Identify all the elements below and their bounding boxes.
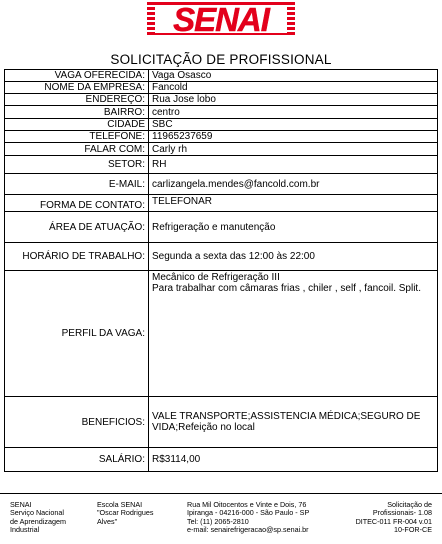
form-label: FORMA DE CONTATO:: [5, 195, 149, 212]
form-label: TELEFONE:: [5, 131, 149, 143]
footer-school: [97, 501, 153, 526]
footer-line: Profissionais- 1.08: [372, 508, 432, 518]
form-label: CIDADE: [5, 119, 149, 131]
footer-document-code: [356, 501, 432, 534]
footer-line: Tel: (11) 2065-2810: [187, 516, 249, 526]
form-value: centro: [149, 106, 438, 119]
footer-line: de Aprendizagem: [10, 516, 66, 526]
form-row-endereco: [5, 94, 438, 106]
footer-line: Solicitação de: [387, 500, 432, 509]
form-label: SETOR:: [5, 156, 149, 174]
form-row-area-atuacao: [5, 212, 438, 243]
form-row-falar-com: [5, 143, 438, 156]
form-value: 11965237659: [149, 131, 438, 143]
form-value: Refrigeração e manutenção: [149, 212, 438, 243]
form-row-perfil-vaga: [5, 271, 438, 397]
form-row-email: [5, 174, 438, 195]
footer-line: Alves": [97, 516, 118, 526]
footer-line: Escola SENAI: [97, 500, 143, 509]
footer-line: DITEC-011 FR-004 v.01: [355, 516, 432, 526]
form-label: NOME DA EMPRESA:: [5, 82, 149, 94]
form-label: SALÁRIO:: [5, 448, 149, 472]
form-value: SBC: [149, 119, 438, 131]
form-value: R$3114,00: [149, 448, 438, 472]
footer-line: Industrial: [10, 524, 40, 534]
form-value: RH: [149, 156, 438, 174]
form-row-salario: [5, 448, 438, 472]
form-label: PERFIL DA VAGA:: [5, 271, 149, 397]
form-value: Mecânico de Refrigeração III Para trabalhar com câmaras frias , chiler , self , fancoil. Split.: [149, 271, 438, 397]
form-row-telefone: [5, 131, 438, 143]
form-label: VAGA OFERECIDA:: [5, 70, 149, 82]
footer-email[interactable]: e-mail: senairefrigeracao@sp.senai.br: [187, 524, 309, 534]
form-row-forma-contato: [5, 195, 438, 212]
footer-line: Rua Mil Oitocentos e Vinte e Dois, 76: [187, 500, 307, 509]
form-value: Carly rh: [149, 143, 438, 156]
form-label: BAIRRO:: [5, 106, 149, 119]
form-label: HORÁRIO DE TRABALHO:: [5, 243, 149, 271]
form-value: carlizangela.mendes@fancold.com.br: [149, 174, 438, 195]
form-row-bairro: [5, 106, 438, 119]
form-row-setor: [5, 156, 438, 174]
footer-senai: [10, 501, 66, 534]
form-row-empresa: [5, 82, 438, 94]
form-label: ÁREA DE ATUAÇÃO:: [5, 212, 149, 243]
solicitation-form: [4, 69, 438, 472]
footer-line: 10-FOR-CE: [394, 524, 432, 534]
page-title: SOLICITAÇÃO DE PROFISSIONAL: [110, 52, 332, 67]
form-row-cidade: [5, 119, 438, 131]
form-value: Rua Jose lobo: [149, 94, 438, 106]
form-label: E-MAIL:: [5, 174, 149, 195]
form-row-vaga: [5, 70, 438, 82]
footer-line: SENAI: [10, 500, 32, 509]
logo-text: SENAI: [173, 1, 269, 38]
footer-line: Ipiranga - 04216-000 - São Paulo - SP: [187, 508, 310, 518]
form-value: Vaga Osasco: [149, 70, 438, 82]
form-value: VALE TRANSPORTE;ASSISTENCIA MÉDICA;SEGURO DE VIDA;Refeição no local: [149, 397, 438, 448]
form-row-horario: [5, 243, 438, 271]
footer-address: [187, 501, 309, 534]
form-label: BENEFICIOS:: [5, 397, 149, 448]
page-footer: [0, 493, 442, 544]
footer-line: Serviço Nacional: [10, 508, 64, 518]
form-label: FALAR COM:: [5, 143, 149, 156]
form-value: Fancold: [149, 82, 438, 94]
footer-line: "Oscar Rodrigues: [97, 508, 154, 518]
form-value: TELEFONAR: [149, 195, 438, 212]
form-row-beneficios: [5, 397, 438, 448]
form-label: ENDEREÇO:: [5, 94, 149, 106]
senai-logo: [147, 2, 295, 37]
form-value: Segunda a sexta das 12:00 às 22:00: [149, 243, 438, 271]
